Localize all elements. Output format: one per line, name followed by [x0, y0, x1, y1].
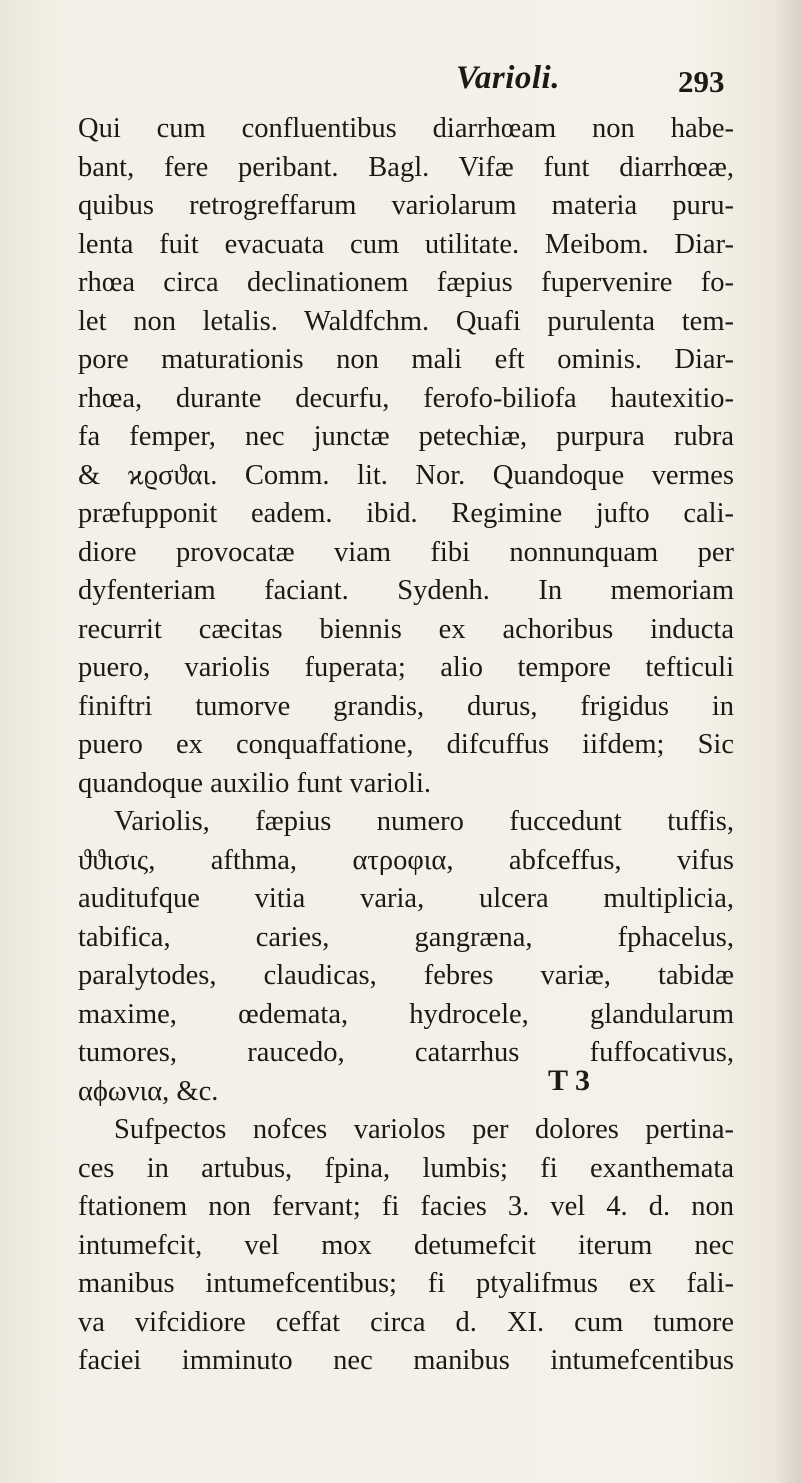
text-line: va vifcidiore ceffat circa d. XI. cum tumore	[78, 1306, 734, 1338]
text-line: ϑϑισις, afthma, ατροφια, abfceffus, vifus	[78, 844, 734, 876]
text-line: manibus intumefcentibus; fi ptyalifmus ex fali-	[78, 1268, 734, 1299]
text-line: αϕωνια, &c.	[78, 1075, 219, 1107]
text-line: lenta fuit evacuata cum utilitate. Meibom. Diar-	[78, 228, 734, 260]
text-line: ftationem non fervant; fi facies 3. vel 4. d. non	[78, 1191, 734, 1222]
text-line: quibus retrogreffarum variolarum materia puru-	[78, 190, 734, 221]
text-line: bant, fere peribant. Bagl. Vifæ funt diarrhœæ,	[78, 151, 734, 183]
text-line: rhœa circa declinationem fæpius fupervenire fo-	[78, 267, 734, 298]
text-line: tumores, raucedo, catarrhus fuffocativus,	[78, 1037, 734, 1068]
text-line: & ϰϱσϑαι. Comm. lit. Nor. Quandoque vermes	[78, 459, 734, 491]
running-head: Varioli.	[456, 60, 560, 96]
text-line: quandoque auxilio funt varioli.	[78, 767, 432, 799]
text-line: rhœa, durante decurfu, ferofo-biliofa hautexitio-	[78, 382, 734, 414]
text-line: let non letalis. Waldfchm. Quafi purulenta tem-	[78, 305, 734, 337]
text-line: tabifica, caries, gangræna, fphacelus,	[78, 921, 734, 953]
text-line: diore provocatæ viam fibi nonnunquam per	[78, 536, 734, 568]
text-line: puero, variolis fuperata; alio tempore tefticuli	[78, 652, 734, 683]
text-line: præfupponit eadem. ibid. Regimine jufto cali-	[78, 498, 734, 529]
page-number: 293	[678, 64, 725, 99]
text-line: puero ex conquaffatione, difcuffus iifdem; Sic	[78, 729, 734, 760]
text-line: pore maturationis non mali eft ominis. Diar-	[78, 344, 734, 375]
text-line: fa femper, nec junctæ petechiæ, purpura rubra	[78, 421, 734, 452]
text-line: Sufpectos nofces variolos per dolores pertina-	[114, 1114, 734, 1145]
text-line: finiftri tumorve grandis, durus, frigidus in	[78, 690, 734, 722]
text-line: Qui cum confluentibus diarrhœam non habe-	[78, 113, 734, 144]
page-edge-shadow	[775, 0, 801, 1483]
text-line: Variolis, fæpius numero fuccedunt tuffis,	[114, 806, 734, 837]
text-line: recurrit cæcitas biennis ex achoribus inducta	[78, 613, 734, 645]
text-line: faciei imminuto nec manibus intumefcentibus	[78, 1345, 734, 1376]
text-line: maxime, œdemata, hydrocele, glandularum	[78, 998, 734, 1030]
page-header	[0, 54, 801, 100]
text-line: paralytodes, claudicas, febres variæ, tabidæ	[78, 960, 734, 991]
text-line: dyfenteriam faciant. Sydenh. In memoriam	[78, 575, 734, 606]
body-text	[78, 110, 734, 1381]
text-line: intumefcit, vel mox detumefcit iterum nec	[78, 1229, 734, 1261]
text-line: auditufque vitia varia, ulcera multiplicia,	[78, 883, 734, 914]
catchword: T 3	[548, 1064, 590, 1097]
text-line: ces in artubus, fpina, lumbis; fi exanthemata	[78, 1152, 734, 1184]
